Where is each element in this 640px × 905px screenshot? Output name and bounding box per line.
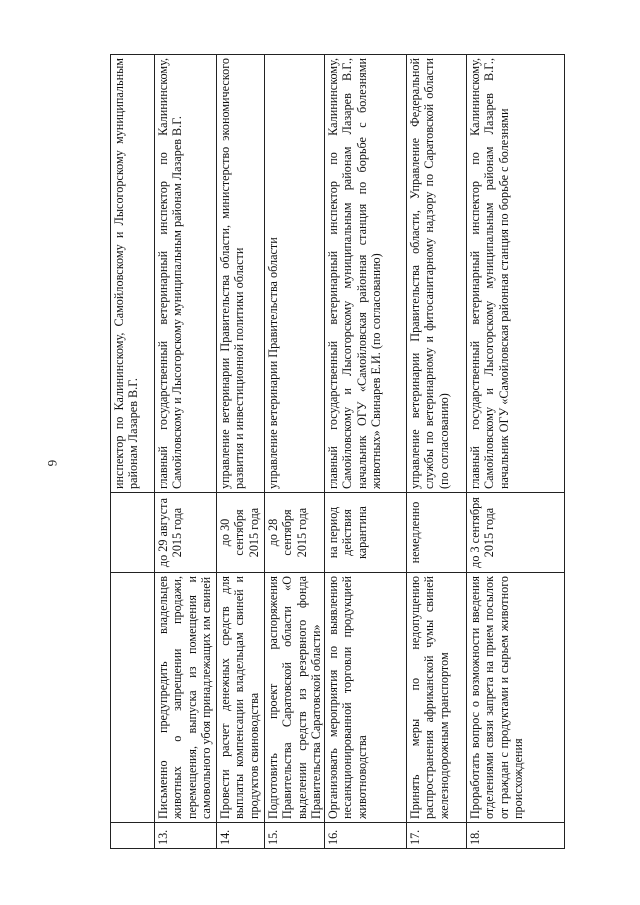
deadline-cell: немедленно: [407, 493, 467, 573]
responsible-cell: главный государственный ветеринарный инспектор по Калининскому, Самойловскому и Лысогорскому муниципальным районам Лазарев В.Г., начальник ОГУ «Самойловская районная станция по борьбе с болезнями животных» Свинарев Е.И. (по согласованию): [325, 55, 407, 493]
action-cell: Письменно предупредить владельцев животных о запрещении продажи, перемещения, выпуска из помещения и самовольного убоя принадлежащих им свиней: [155, 573, 217, 823]
rotated-page: [110, 55, 550, 849]
deadline-cell: до 29 августа 2015 года: [155, 493, 217, 573]
row-number: 14.: [217, 823, 265, 849]
action-cell: Подготовить проект распоряжения Правительства Саратовской области «О выделении средств из резервного фонда Правительства Саратовской области»: [265, 573, 325, 823]
table-row: [265, 55, 325, 849]
measures-table: [110, 54, 565, 849]
action-cell: Проработать вопрос о возможности введения отделениями связи запрета на прием посылок от граждан с продуктами и сырьем животного происхождения: [467, 573, 565, 823]
table-row: [467, 55, 565, 849]
deadline-cell: до 3 сентября 2015 года: [467, 493, 565, 573]
responsible-cell: инспектор по Калининскому, Самойловскому и Лысогорскому муниципальным районам Лазарев В.Г.: [111, 55, 155, 493]
table-row: [407, 55, 467, 849]
responsible-cell: управление ветеринарии Правительства области, министерство экономического развития и инвестиционной политики области: [217, 55, 265, 493]
table-row: [155, 55, 217, 849]
deadline-cell: на период действия карантина: [325, 493, 407, 573]
table-row: [217, 55, 265, 849]
table-row: [111, 55, 155, 849]
row-number: 15.: [265, 823, 325, 849]
responsible-cell: главный государственный ветеринарный инспектор по Калининскому, Самойловскому и Лысогорскому муниципальным районам Лазарев В.Г.: [155, 55, 217, 493]
row-number: 18.: [467, 823, 565, 849]
deadline-cell: до 30 сентября 2015 года: [217, 493, 265, 573]
responsible-cell: управление ветеринарии Правительства области: [265, 55, 325, 493]
page-number: 6: [45, 459, 60, 467]
row-number: [111, 823, 155, 849]
action-cell: [111, 573, 155, 823]
action-cell: Организовать мероприятия по выявлению несанкционированной торговли продукцией животноводства: [325, 573, 407, 823]
responsible-cell: главный государственный ветеринарный инспектор по Калининскому, Самойловскому и Лысогорскому муниципальным районам Лазарев В.Г., начальник ОГУ «Самойловская районная станция по борьбе с болезнями: [467, 55, 565, 493]
action-cell: Принять меры по недопущению распространения африканской чумы свиней железнодорожным транспортом: [407, 573, 467, 823]
responsible-cell: управление ветеринарии Правительства области, Управление Федеральной службы по ветеринарному и фитосанитарному надзору по Саратовской области (по согласованию): [407, 55, 467, 493]
deadline-cell: [111, 493, 155, 573]
row-number: 16.: [325, 823, 407, 849]
action-cell: Провести расчет денежных средств для выплаты компенсации владельцам свиней и продуктов свиноводства: [217, 573, 265, 823]
row-number: 17.: [407, 823, 467, 849]
row-number: 13.: [155, 823, 217, 849]
table-row: [325, 55, 407, 849]
deadline-cell: до 28 сентября 2015 года: [265, 493, 325, 573]
